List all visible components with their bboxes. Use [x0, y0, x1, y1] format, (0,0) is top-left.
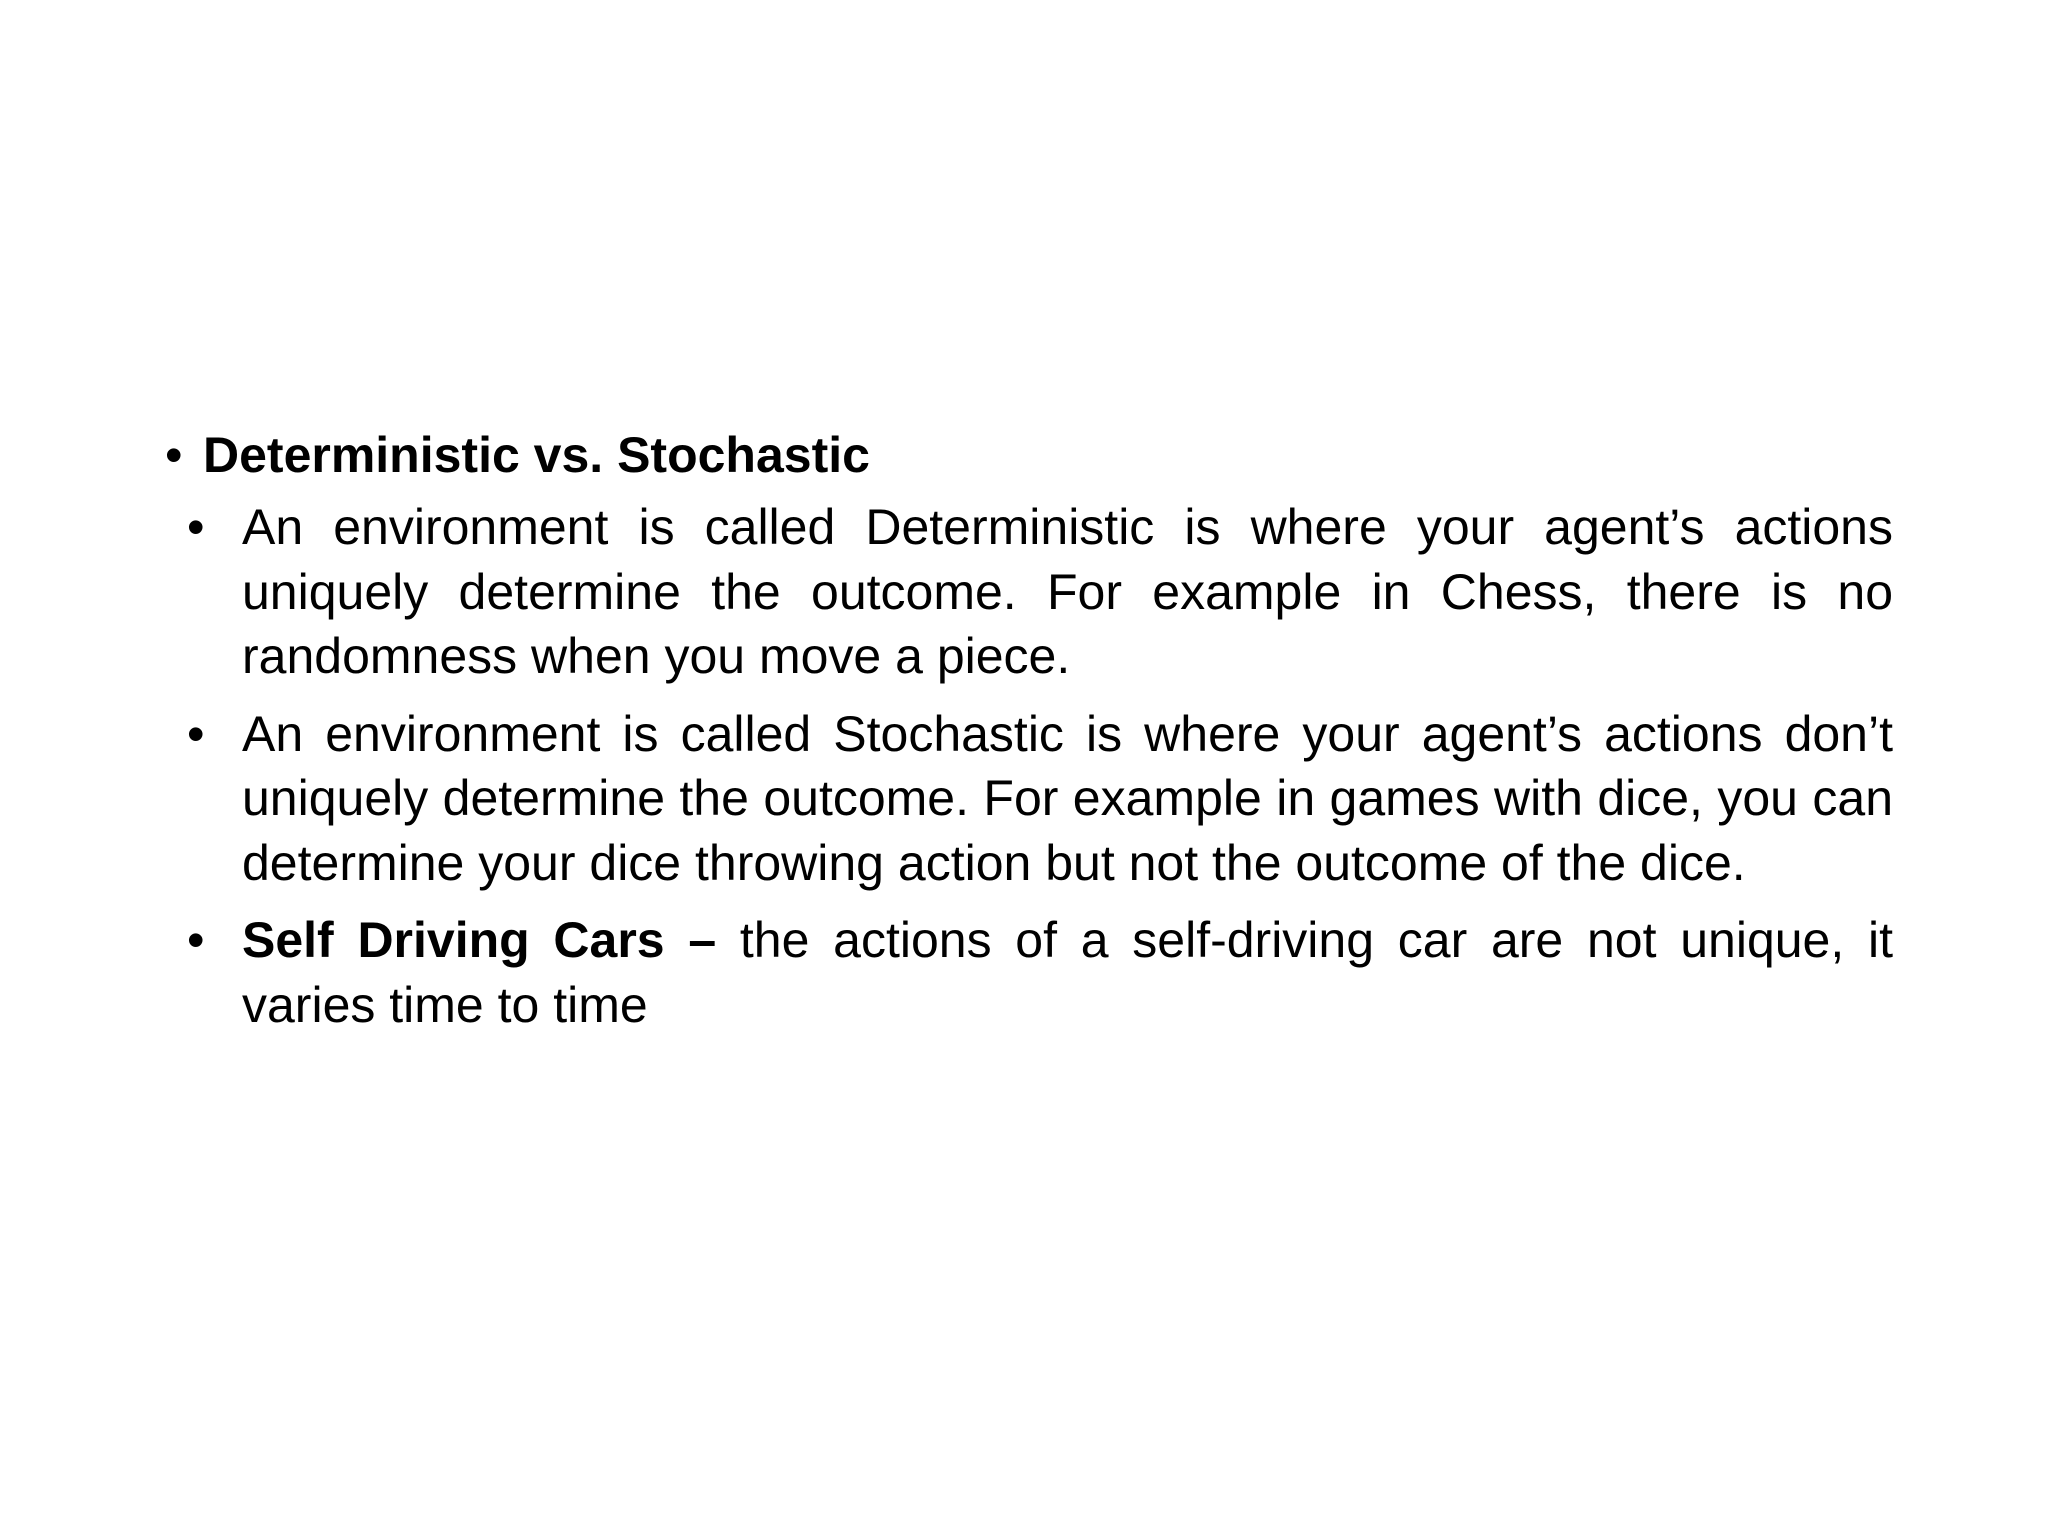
bullet-heading — [165, 423, 1893, 487]
sub-bullet-list — [165, 495, 1893, 1037]
heading-text: Deterministic vs. Stochastic — [203, 427, 870, 483]
slide-content — [165, 423, 1893, 1050]
list-item-stochastic — [165, 702, 1893, 896]
list-item-self-driving — [165, 908, 1893, 1037]
list-item-text: An environment is called Deterministic is where your agent’s actions uniquely determine the outcome. For example in Chess, there is no randomness when you move a piece. — [242, 499, 1893, 684]
list-item-text: An environment is called Stochastic is where your agent’s actions don’t uniquely determine the outcome. For example in games with dice, you can determine your dice throwing action but not the outcome of the dice. — [242, 705, 1893, 891]
bullet-icon: • — [165, 427, 183, 483]
list-item-text: the actions of a self-driving car are not unique, it varies time to time — [242, 912, 1893, 1033]
bullet-icon: • — [187, 499, 205, 555]
list-item-text-wrapper — [242, 908, 1893, 1037]
bullet-icon: • — [187, 912, 205, 968]
list-item-deterministic — [165, 495, 1893, 689]
list-item-bold-lead: Self Driving Cars – — [242, 912, 717, 968]
bullet-icon: • — [187, 705, 205, 762]
